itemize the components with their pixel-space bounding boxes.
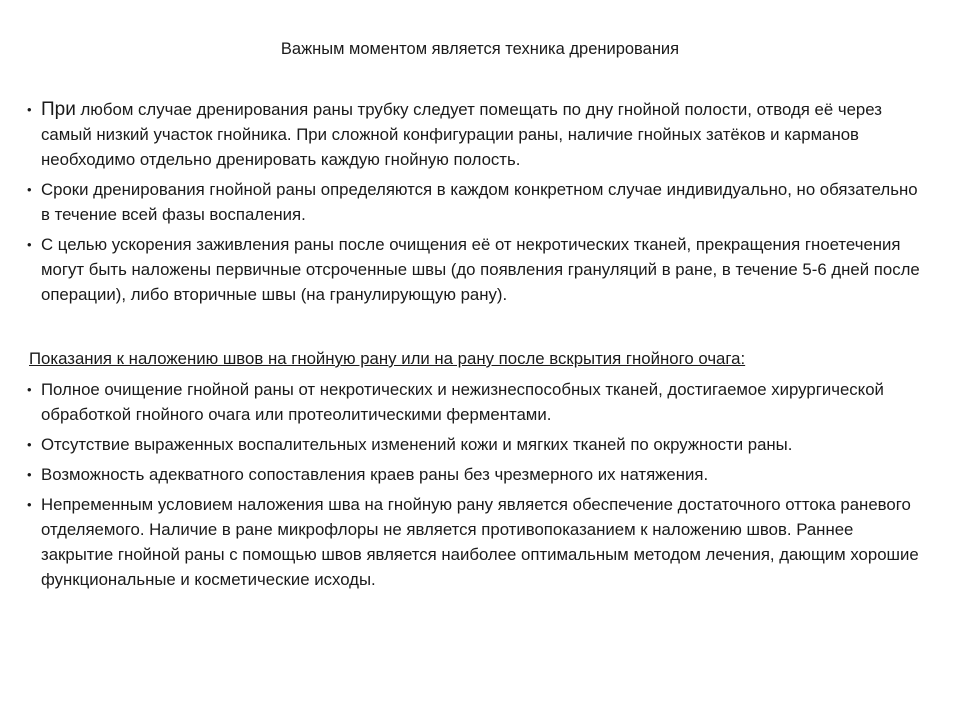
list-item-lead-word: При [41, 99, 76, 120]
list-item [27, 232, 927, 307]
list-item-text: любом случае дренирования раны трубку следует помещать по дну гнойной полости, отводя её через самый низкий участок гнойника. При сложной конфигурации раны, наличие гнойных затёков и карманов необходимо отдельно дренировать каждую гнойную полость. [41, 100, 882, 169]
list-item [27, 492, 927, 592]
drainage-list [27, 97, 927, 307]
bullet-icon: • [27, 237, 32, 252]
indications-heading: Показания к наложению швов на гнойную рану или на рану после вскрытия гнойного очага: [29, 349, 746, 368]
list-item-text: Полное очищение гнойной раны от некротических и нежизнеспособных тканей, достигаемое хирургической обработкой гнойного очага или протеолитическими ферментами. [41, 380, 884, 424]
bullet-icon: • [27, 497, 32, 512]
list-item-text: Непременным условием наложения шва на гнойную рану является обеспечение достаточного оттока раневого отделяемого. Наличие в ране микрофлоры не является противопоказанием к наложению швов. Раннее закрытие гнойной раны с помощью швов является наиболее оптимальным методом лечения, дающим хорошие функциональные и косметические исходы. [41, 495, 919, 589]
drainage-section [27, 97, 927, 312]
bullet-icon: • [27, 437, 32, 452]
list-item-text: С целью ускорения заживления раны после очищения её от некротических тканей, прекращения гноетечения могут быть наложены первичные отсроченные швы (до появления грануляций в ране, в течение 5-6 дней после операции), либо вторичные швы (на гранулирующую рану). [41, 235, 920, 304]
list-item [27, 432, 927, 457]
list-item [27, 177, 927, 227]
list-item [27, 377, 927, 427]
bullet-icon: • [27, 182, 32, 197]
bullet-icon: • [27, 382, 32, 397]
list-item-text: Возможность адекватного сопоставления краев раны без чрезмерного их натяжения. [41, 465, 709, 484]
bullet-icon: • [27, 467, 32, 482]
indications-list [27, 377, 927, 592]
list-item-text: Отсутствие выраженных воспалительных изменений кожи и мягких тканей по окружности раны. [41, 435, 793, 454]
list-item-text: Сроки дренирования гнойной раны определяются в каждом конкретном случае индивидуально, но обязательно в течение всей фазы воспаления. [41, 180, 918, 224]
bullet-icon: • [27, 102, 32, 117]
slide-title: Важным моментом является техника дренирования [280, 40, 680, 58]
list-item [27, 97, 927, 172]
indications-section [27, 346, 927, 597]
list-item [27, 462, 927, 487]
